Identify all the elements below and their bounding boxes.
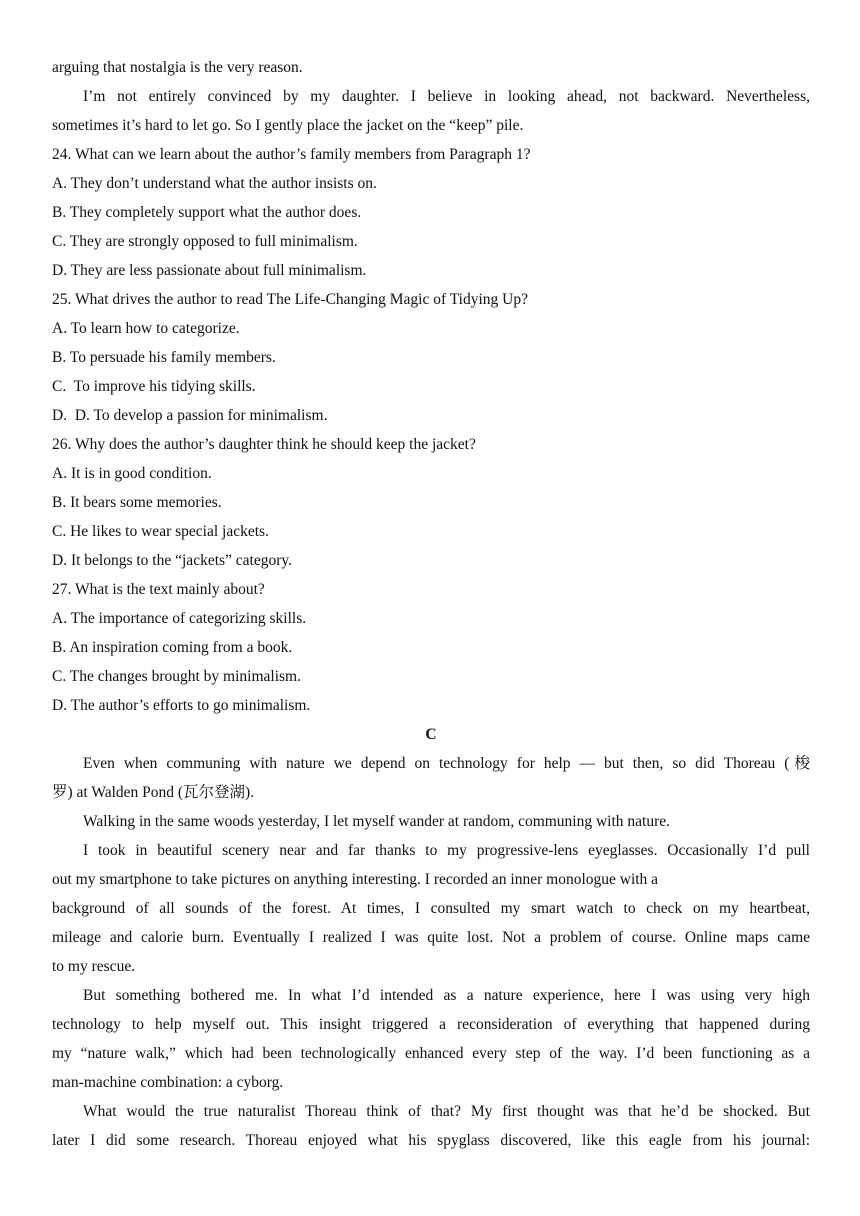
question-27-option-b: B. An inspiration coming from a book. xyxy=(52,639,293,656)
question-24-option-d: D. They are less passionate about full minimalism. xyxy=(52,262,367,279)
document-page xyxy=(52,53,810,1155)
passage-c-paragraph-line: later I did some research. Thoreau enjoyed what his spyglass discovered, like this eagle from his journal: xyxy=(52,1132,810,1149)
passage-c-paragraph-line: What would the true naturalist Thoreau think of that? My first thought was that he’d be shocked. But xyxy=(83,1103,810,1120)
question-26-option-c: C. He likes to wear special jackets. xyxy=(52,523,269,540)
passage-c-paragraph-line: out my smartphone to take pictures on anything interesting. I recorded an inner monologue with a xyxy=(52,871,659,888)
question-24-option-b: B. They completely support what the author does. xyxy=(52,204,362,221)
question-25-option-c: C. To improve his tidying skills. xyxy=(52,378,256,395)
passage-c-paragraph-line: man-machine combination: a cyborg. xyxy=(52,1074,284,1091)
question-25-option-d: D. D. To develop a passion for minimalism. xyxy=(52,407,328,424)
question-27-option-c: C. The changes brought by minimalism. xyxy=(52,668,301,685)
passage-c-paragraph-line: my “nature walk,” which had been technologically enhanced every step of the way. I’d been functioning as a xyxy=(52,1045,810,1062)
passage-b-paragraph-line: sometimes it’s hard to let go. So I gently place the jacket on the “keep” pile. xyxy=(52,117,524,134)
passage-c-paragraph-line: technology to help myself out. This insight triggered a reconsideration of everything that happened during xyxy=(52,1016,810,1033)
question-26-option-a: A. It is in good condition. xyxy=(52,465,212,482)
passage-b-last-line: arguing that nostalgia is the very reason. xyxy=(52,59,303,76)
question-26-option-b: B. It bears some memories. xyxy=(52,494,222,511)
question-27-option-a: A. The importance of categorizing skills. xyxy=(52,610,307,627)
passage-c-paragraph-line: Walking in the same woods yesterday, I let myself wander at random, communing with nature. xyxy=(83,813,671,830)
passage-c-paragraph-line: 罗) at Walden Pond (瓦尔登湖). xyxy=(52,784,255,801)
passage-c-paragraph-line: mileage and calorie burn. Eventually I realized I was quite lost. Not a problem of course. Online maps came xyxy=(52,929,810,946)
question-24-option-a: A. They don’t understand what the author insists on. xyxy=(52,175,377,192)
question-24-stem: 24. What can we learn about the author’s family members from Paragraph 1? xyxy=(52,146,531,163)
passage-c-paragraph-line: Even when communing with nature we depend on technology for help — but then, so did Thoreau (梭 xyxy=(83,755,810,772)
passage-b-paragraph-line: I’m not entirely convinced by my daughter. I believe in looking ahead, not backward. Nevertheless, xyxy=(83,88,810,105)
passage-c-paragraph-line: background of all sounds of the forest. At times, I consulted my smart watch to check on my heartbeat, xyxy=(52,900,810,917)
question-25-stem: 25. What drives the author to read The Life-Changing Magic of Tidying Up? xyxy=(52,291,528,308)
question-25-option-b: B. To persuade his family members. xyxy=(52,349,276,366)
question-24-option-c: C. They are strongly opposed to full minimalism. xyxy=(52,233,358,250)
passage-c-paragraph-line: But something bothered me. In what I’d intended as a nature experience, here I was using very high xyxy=(83,987,810,1004)
question-26-stem: 26. Why does the author’s daughter think he should keep the jacket? xyxy=(52,436,476,453)
passage-c-heading: C xyxy=(425,726,437,743)
passage-c-paragraph-line: to my rescue. xyxy=(52,958,136,975)
question-25-option-a: A. To learn how to categorize. xyxy=(52,320,240,337)
question-27-option-d: D. The author’s efforts to go minimalism. xyxy=(52,697,311,714)
passage-c-paragraph-line: I took in beautiful scenery near and far thanks to my progressive-lens eyeglasses. Occasionally I’d pull xyxy=(83,842,810,859)
question-27-stem: 27. What is the text mainly about? xyxy=(52,581,265,598)
question-26-option-d: D. It belongs to the “jackets” category. xyxy=(52,552,293,569)
